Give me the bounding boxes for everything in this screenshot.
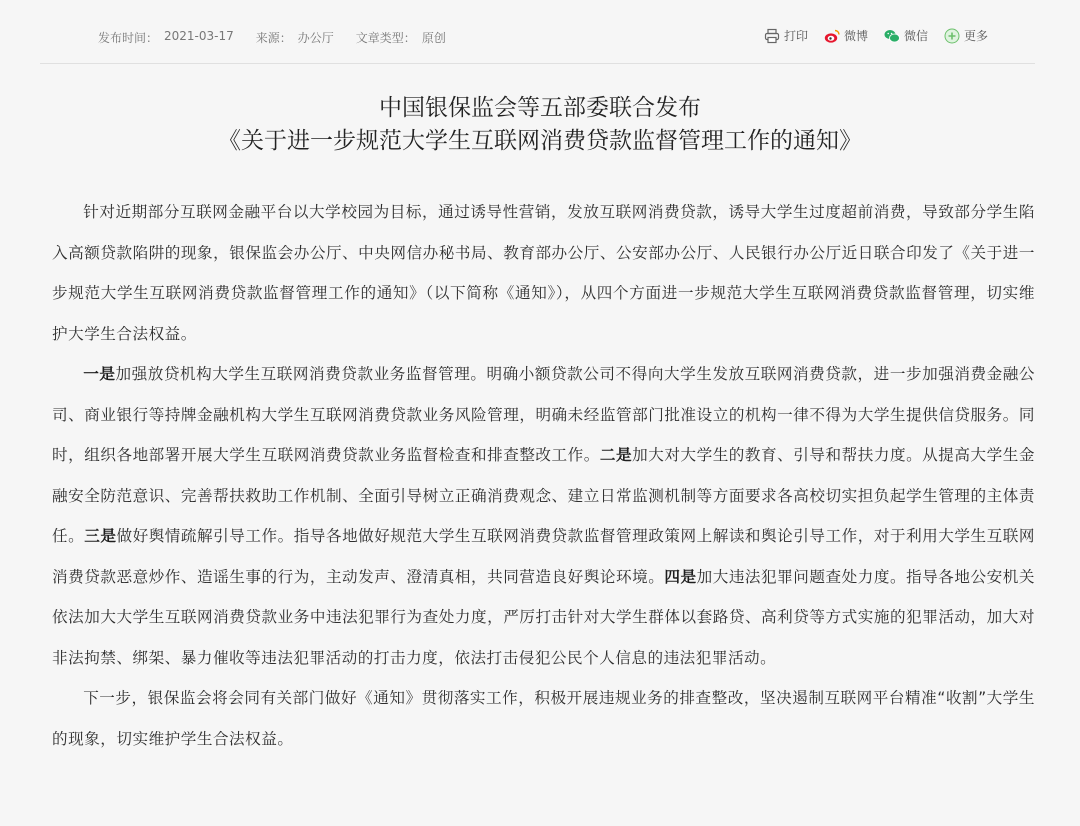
article-type-value: 原创 bbox=[421, 31, 446, 45]
plus-circle-icon bbox=[944, 28, 960, 44]
article-meta-bar bbox=[0, 0, 1080, 68]
publish-time-value: 2021-03-17 bbox=[164, 29, 234, 43]
source bbox=[256, 29, 334, 46]
source-value: 办公厅 bbox=[297, 31, 334, 45]
point-3-marker: 三是 bbox=[84, 527, 117, 545]
more-label: 更多 bbox=[963, 29, 988, 43]
publish-time-label: 发布时间： bbox=[98, 31, 159, 45]
source-label: 来源： bbox=[255, 31, 292, 45]
point-4-marker: 四是 bbox=[664, 567, 697, 586]
share-toolbar bbox=[764, 27, 988, 44]
weibo-icon bbox=[824, 28, 840, 44]
paragraph-measures bbox=[52, 354, 1035, 678]
header-divider bbox=[40, 63, 1035, 64]
article-meta bbox=[98, 29, 446, 46]
wechat-label: 微信 bbox=[903, 29, 928, 43]
weibo-label: 微博 bbox=[843, 29, 868, 43]
print-button[interactable] bbox=[764, 27, 808, 44]
point-4-text: 加大违法犯罪问题查处力度。指导各地公安机关依法加大大学生互联网消费贷款业务中违法犯罪行为查处力度，严厉打击针对大学生群体以套路贷、高利贷等方式实施的犯罪活动，加大对非法拘禁、绑架、暴力催收等违法犯罪活动的打击力度，依法打击侵犯公民个人信息的违法犯罪活动。 bbox=[52, 567, 1035, 667]
more-share-button[interactable] bbox=[944, 27, 988, 44]
point-2-text: 加大对大学生的教育、引导和帮扶力度。从提高大学生金融安全防范意识、完善帮扶救助工作机制、全面引导树立正确消费观念、建立日常监测机制等方面要求各高校切实担负起学生管理的主体责任。 bbox=[52, 446, 1035, 545]
printer-icon bbox=[764, 28, 780, 44]
article-body bbox=[52, 192, 1035, 759]
print-label: 打印 bbox=[783, 29, 808, 43]
article-type-label: 文章类型： bbox=[355, 31, 416, 45]
article-type bbox=[356, 29, 446, 46]
point-1-marker: 一是 bbox=[83, 365, 116, 383]
article-title-line-2: 《关于进一步规范大学生互联网消费贷款监督管理工作的通知》 bbox=[218, 128, 862, 154]
publish-time bbox=[98, 29, 234, 46]
wechat-share-button[interactable] bbox=[884, 27, 928, 44]
point-1-text: 加强放贷机构大学生互联网消费贷款业务监督管理。明确小额贷款公司不得向大学生发放互联网消费贷款，进一步加强消费金融公司、商业银行等持牌金融机构大学生互联网消费贷款业务风险管理，明确未经监管部门批准设立的机构一律不得为大学生提供信贷服务。同时，组织各地部署开展大学生互联网消费贷款业务监督检查和排查整改工作。 bbox=[52, 365, 1035, 464]
point-2-marker: 二是 bbox=[599, 446, 633, 464]
paragraph-next-steps: 下一步，银保监会将会同有关部门做好《通知》贯彻落实工作，积极开展违规业务的排查整改，坚决遏制互联网平台精准“收割”大学生的现象，切实维护学生合法权益。 bbox=[52, 689, 1035, 748]
wechat-icon bbox=[884, 28, 900, 44]
article-title bbox=[0, 92, 1080, 158]
weibo-share-button[interactable] bbox=[824, 27, 868, 44]
article-title-line-1: 中国银保监会等五部委联合发布 bbox=[379, 95, 701, 121]
paragraph-intro: 针对近期部分互联网金融平台以大学校园为目标，通过诱导性营销，发放互联网消费贷款，诱导大学生过度超前消费，导致部分学生陷入高额贷款陷阱的现象，银保监会办公厅、中央网信办秘书局、教育部办公厅、公安部办公厅、人民银行办公厅近日联合印发了《关于进一步规范大学生互联网消费贷款监督管理工作的通知》（以下简称《通知》），从四个方面进一步规范大学生互联网消费贷款监督管理，切实维护大学生合法权益。 bbox=[52, 203, 1035, 343]
point-3-text: 做好舆情疏解引导工作。指导各地做好规范大学生互联网消费贷款监督管理政策网上解读和舆论引导工作，对于利用大学生互联网消费贷款恶意炒作、造谣生事的行为，主动发声、澄清真相，共同营造良好舆论环境。 bbox=[52, 527, 1035, 586]
